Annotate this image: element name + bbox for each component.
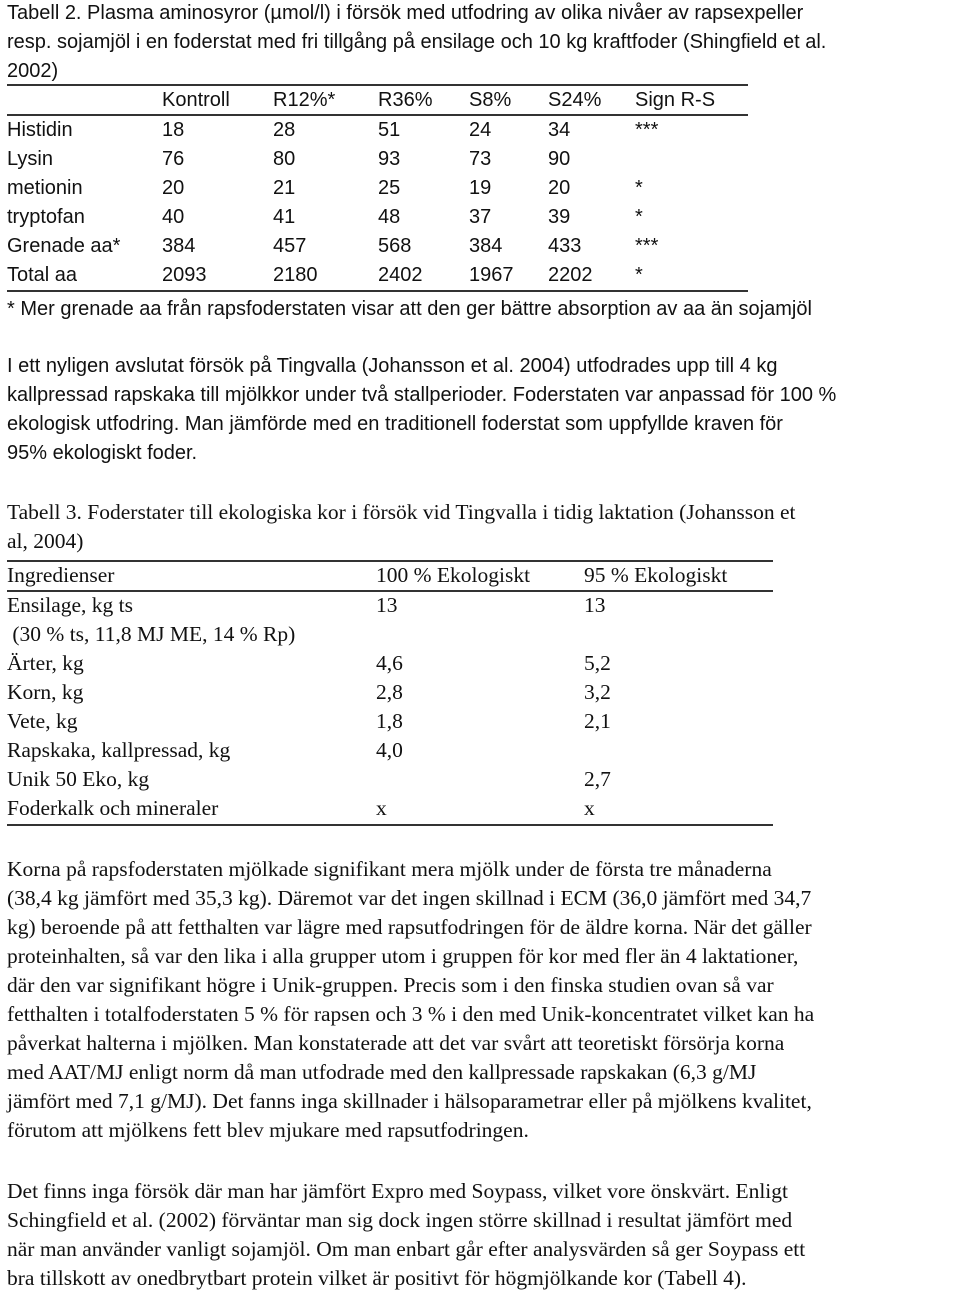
table2-cell: 20	[162, 177, 185, 199]
caption-line: Tabell 3. Foderstater till ekologiska kor i försök vid Tingvalla i tidig laktation (Johansson et	[7, 500, 796, 524]
text-line: påverkat halterna i mjölken. Man konstaterade att det var svårt att teoretiskt försörja korna	[7, 1031, 785, 1055]
text-line: ekologisk utfodring. Man jämförde med en traditionell foderstat som uppfyllde kraven för	[7, 413, 783, 435]
table3-cell: 4,0	[376, 738, 403, 762]
table3-cell: 13	[584, 593, 606, 617]
table3-caption	[7, 498, 796, 556]
text-line: Det finns inga försök där man har jämfört Expro med Soypass, vilket vore önskvärt. Enligt	[7, 1179, 789, 1203]
table3-cell: 2,8	[376, 680, 403, 704]
table2-cell: 39	[548, 206, 571, 228]
table2-cell: 21	[273, 177, 296, 199]
table2-row-label: Lysin	[7, 148, 53, 170]
table2-cell: 93	[378, 148, 401, 170]
text-line: kallpressad rapskaka till mjölkkor under två stallperioder. Foderstaten var anpassad för 100 %	[7, 384, 837, 406]
table3-header-cell: 100 % Ekologiskt	[376, 563, 531, 587]
table2-cell: ***	[635, 119, 659, 141]
table2-header-cell: Sign R-S	[635, 89, 716, 111]
table2-cell: 433	[548, 235, 582, 257]
paragraph-conclusion	[7, 1177, 805, 1293]
table2-cell: 384	[469, 235, 503, 257]
table2-cell: 76	[162, 148, 185, 170]
table2-cell: 37	[469, 206, 492, 228]
text-line: proteinhalten, så var den lika i alla grupper utom i gruppen för kor med fler än 4 laktationer,	[7, 944, 799, 968]
caption-line: resp. sojamjöl i en foderstat med fri tillgång på ensilage och 10 kg kraftfoder (Shingfield et al.	[7, 31, 827, 53]
table3-cell: 13	[376, 593, 398, 617]
text-line: I ett nyligen avslutat försök på Tingvalla (Johansson et al. 2004) utfodrades upp till 4 kg	[7, 355, 778, 377]
text-line: (38,4 kg jämfört med 35,3 kg). Däremot var det ingen skillnad i ECM (36,0 jämfört med 34,7	[7, 886, 812, 910]
table2-cell: *	[635, 264, 643, 286]
table2-row-label: Grenade aa*	[7, 235, 121, 257]
text-line: kg) beroende på att fetthalten var lägre med rapsutfodringen för de äldre korna. När det gäller	[7, 915, 812, 939]
table2-cell: 90	[548, 148, 571, 170]
paragraph-intro	[7, 352, 836, 468]
table3-header-cell: 95 % Ekologiskt	[584, 563, 728, 587]
table3-row-label: (30 % ts, 11,8 MJ ME, 14 % Rp)	[7, 622, 296, 646]
table2-cell: 2093	[162, 264, 207, 286]
table3-header-cell: Ingredienser	[7, 563, 115, 587]
table3-cell: 2,1	[584, 709, 611, 733]
table2-cell: *	[635, 206, 643, 228]
text-line: 95% ekologiskt foder.	[7, 442, 198, 464]
text-line: när man använder vanligt sojamjöl. Om man enbart går efter analysvärden så ger Soypass ett	[7, 1237, 806, 1261]
table3-row-label: Unik 50 Eko, kg	[7, 767, 150, 791]
table2-caption	[7, 0, 826, 86]
table2-row-label: metionin	[7, 177, 83, 199]
table2-header-cell: Kontroll	[162, 89, 230, 111]
table2-cell: 457	[273, 235, 307, 257]
table3-row-label: Foderkalk och mineraler	[7, 796, 219, 820]
table2-cell: 73	[469, 148, 492, 170]
text-line: fetthalten i totalfoderstaten 5 % för rapsen och 3 % i den med Unik-koncentratet vilket kan ha	[7, 1002, 815, 1026]
table2-header-cell: S24%	[548, 89, 602, 111]
table2-cell: *	[635, 177, 643, 199]
table3-cell: x	[584, 796, 595, 820]
table2-cell: 25	[378, 177, 401, 199]
table2-cell: 48	[378, 206, 401, 228]
table2-cell: 384	[162, 235, 196, 257]
table3-bottom-rule	[7, 824, 773, 826]
table2-cell: 80	[273, 148, 296, 170]
table2-cell: 2180	[273, 264, 318, 286]
table3-cell: 5,2	[584, 651, 611, 675]
text-line: bra tillskott av onedbrytbart protein vilket är positivt för högmjölkande kor (Tabell 4).	[7, 1266, 747, 1290]
text-line: med AAT/MJ enligt norm då man utfodrade med den kallpressade rapskakan (6,3 g/MJ	[7, 1060, 757, 1084]
table2-cell: 19	[469, 177, 492, 199]
table3-row-label: Korn, kg	[7, 680, 84, 704]
caption-line: 2002)	[7, 60, 59, 82]
table2-cell: ***	[635, 235, 659, 257]
table2-header-cell: R12%*	[273, 89, 336, 111]
table2-cell: 28	[273, 119, 296, 141]
table3-row-label: Ensilage, kg ts	[7, 593, 133, 617]
table3-cell: 1,8	[376, 709, 403, 733]
table2-cell: 34	[548, 119, 571, 141]
paragraph-results	[7, 855, 814, 1145]
table3-row-label: Rapskaka, kallpressad, kg	[7, 738, 231, 762]
caption-line: al, 2004)	[7, 529, 84, 553]
table2-cell: 41	[273, 206, 296, 228]
table2-cell: 2402	[378, 264, 423, 286]
table2-cell: 40	[162, 206, 185, 228]
table2-cell: 568	[378, 235, 412, 257]
table3-row-label: Ärter, kg	[7, 651, 84, 675]
table2-header-cell: S8%	[469, 89, 512, 111]
table2-cell: 51	[378, 119, 401, 141]
table2-row-label: tryptofan	[7, 206, 85, 228]
table2-header-cell: R36%	[378, 89, 433, 111]
table2-cell: 24	[469, 119, 492, 141]
table2-cell: 1967	[469, 264, 514, 286]
table2-footnote: * Mer grenade aa från rapsfoderstaten visar att den ger bättre absorption av aa än sojamjöl	[7, 298, 812, 320]
text-line: Korna på rapsfoderstaten mjölkade signifikant mera mjölk under de första tre månaderna	[7, 857, 772, 881]
table3-cell: 2,7	[584, 767, 611, 791]
table2-bottom-rule	[7, 290, 748, 292]
table3-cell: 4,6	[376, 651, 403, 675]
table2-cell: 20	[548, 177, 571, 199]
table3-cell: x	[376, 796, 387, 820]
table2-row-label: Total aa	[7, 264, 78, 286]
table2-row-label: Histidin	[7, 119, 73, 141]
text-line: Schingfield et al. (2002) förväntar man sig dock ingen större skillnad i resultat jämfört med	[7, 1208, 793, 1232]
text-line: där den var signifikant högre i Unik-gruppen. Precis som i den finska studien ovan så var	[7, 973, 774, 997]
caption-line: Tabell 2. Plasma aminosyror (µmol/l) i försök med utfodring av olika nivåer av rapsexpeller	[7, 2, 804, 24]
table2-cell: 18	[162, 119, 185, 141]
text-line: jämfört med 7,1 g/MJ). Det fanns inga skillnader i hälsoparametrar eller på mjölkens kvalitet,	[7, 1089, 812, 1113]
table2-cell: 2202	[548, 264, 593, 286]
table3-row-label: Vete, kg	[7, 709, 78, 733]
table3-cell: 3,2	[584, 680, 611, 704]
text-line: förutom att mjölkens fett blev mjukare med rapsutfodringen.	[7, 1118, 529, 1142]
